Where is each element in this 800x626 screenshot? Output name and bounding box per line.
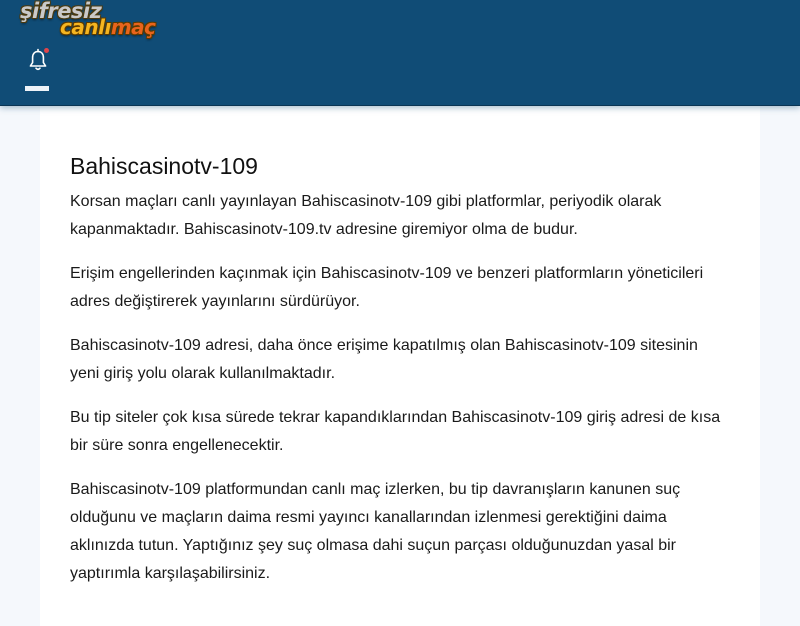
site-logo[interactable] [20, 1, 166, 41]
notification-button[interactable] [28, 48, 50, 72]
site-header [0, 0, 800, 106]
page-title: Bahiscasinotv-109 [70, 153, 258, 179]
article-paragraph-4: Bu tip siteler çok kısa sürede tekrar kapandıklarından Bahiscasinotv-109 giriş adresi de kısa bir süre sonra engellenecektir. [70, 409, 721, 454]
notification-badge [44, 48, 49, 53]
logo-text-line2 [60, 15, 156, 39]
logo-text-line1: şifresiz [20, 0, 102, 23]
article-paragraph-5: Bahiscasinotv-109 platformundan canlı maç izlerken, bu tip davranışların kanunen suç olduğunu ve maçların daima resmi yayıncı kanallarından izlenmesi gerektiğini daima aklınızda tutun. Yaptığınız şey suç olmasa dahi suçun parçası olduğunuzdan yasal bir yaptırımla karşılaşabilirsiniz. [70, 481, 681, 582]
article-paragraph-2: Erişim engellerinden kaçınmak için Bahiscasinotv-109 ve benzeri platformların yöneticileri adres değiştirerek yayınlarını sürdürüyor. [70, 265, 704, 310]
article-paragraph-3: Bahiscasinotv-109 adresi, daha önce erişime kapatılmış olan Bahiscasinotv-109 sitesinin yeni giriş yolu olarak kullanılmaktadır. [70, 337, 698, 382]
logo-text-mac: maç [110, 15, 156, 39]
menu-toggle-button[interactable] [25, 86, 49, 91]
article-paragraph-1: Korsan maçları canlı yayınlayan Bahiscasinotv-109 gibi platformlar, periyodik olarak kapanmaktadır. Bahiscasinotv-109.tv adresine giremiyor olma de budur. [70, 193, 662, 238]
logo-text-canli: canlı [60, 15, 111, 39]
article-card [40, 106, 760, 626]
